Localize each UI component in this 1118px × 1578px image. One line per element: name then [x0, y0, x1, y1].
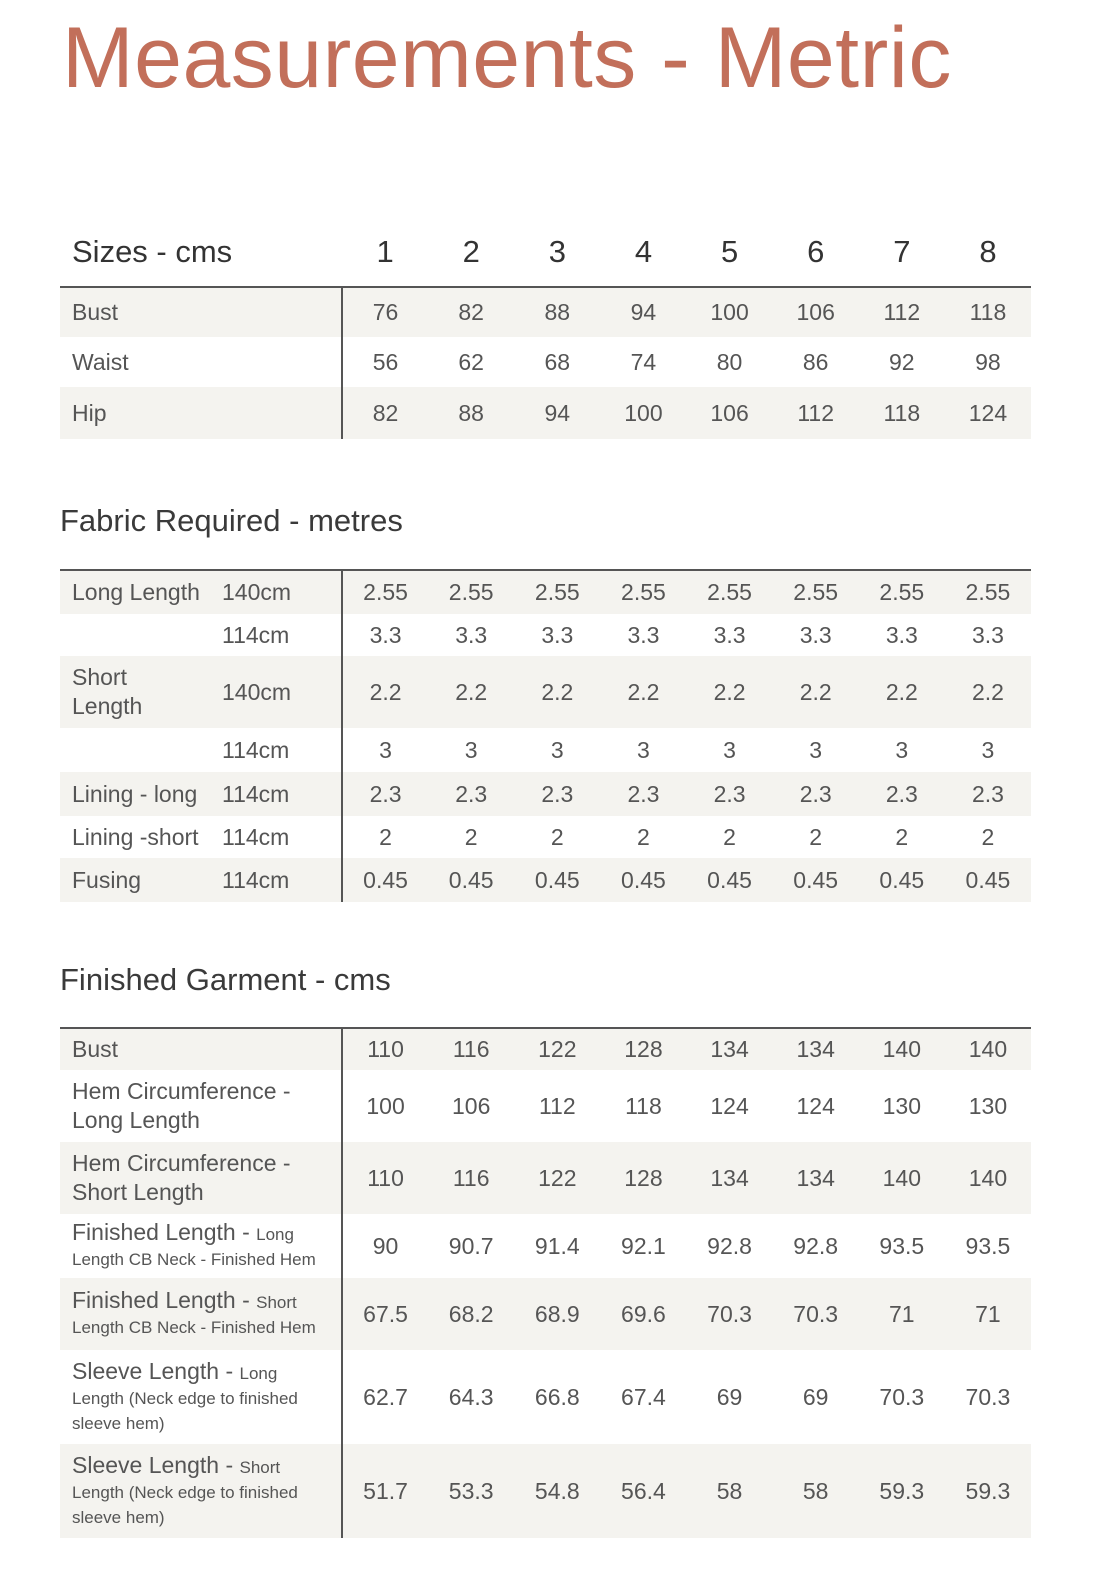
cell-value: 53.3	[428, 1444, 514, 1538]
cell-value: 2.3	[514, 772, 600, 816]
cell-value: 2.2	[687, 656, 773, 728]
size-header-4: 4	[600, 218, 686, 287]
cell-value: 59.3	[859, 1444, 945, 1538]
table-row	[60, 656, 1031, 728]
cell-value: 58	[687, 1444, 773, 1538]
cell-value: 3	[981, 736, 995, 763]
cell-value: 134	[687, 1028, 773, 1070]
cell-value: 68.9	[514, 1278, 600, 1350]
cell-value: 124	[796, 1092, 835, 1119]
cell-value: 98	[975, 348, 1001, 375]
cell-value: 140	[859, 1142, 945, 1214]
cell-value: 2	[981, 823, 995, 850]
row-note: Short Length (Neck edge to finished sleeve hem)	[72, 1457, 298, 1527]
cell-value: 3.3	[885, 621, 918, 648]
cell-value: 3	[637, 736, 650, 763]
sizes-header-label: Sizes - cms	[60, 218, 342, 287]
cell-value: 3	[809, 736, 823, 763]
cell-value: 3	[342, 728, 428, 772]
cell-value: 2.2	[945, 656, 1031, 728]
table-row	[60, 387, 1031, 439]
table-row	[60, 1444, 1031, 1538]
table-row	[60, 728, 1031, 772]
cell-value: 2.2	[600, 656, 686, 728]
cell-value: 92	[889, 348, 915, 375]
cell-value: 69.6	[600, 1278, 686, 1350]
fabric-heading: Fabric Required - metres	[60, 503, 403, 538]
cell-value: 2.2	[859, 656, 945, 728]
cell-value: 94	[514, 387, 600, 439]
table-row	[60, 1278, 1031, 1350]
cell-value: 68.2	[428, 1278, 514, 1350]
row-label: Lining -short	[72, 823, 199, 850]
cell-value: 54.8	[514, 1444, 600, 1538]
row-note: Short Length CB Neck - Finished Hem	[72, 1293, 316, 1337]
cell-value: 56	[342, 337, 428, 387]
cell-value: 110	[342, 1142, 428, 1214]
cell-value: 70.3	[687, 1278, 773, 1350]
table-row	[60, 772, 1031, 816]
cell-value: 62.7	[342, 1350, 428, 1444]
cell-value: 0.45	[859, 858, 945, 902]
cell-value: 71	[945, 1278, 1031, 1350]
cell-value: 88	[428, 387, 514, 439]
cell-value: 100	[342, 1070, 428, 1142]
cell-value: 67.4	[621, 1383, 666, 1410]
cell-value: 2.55	[514, 570, 600, 614]
cell-value: 0.45	[428, 858, 514, 902]
row-label	[60, 728, 222, 772]
row-label-cell	[60, 1350, 342, 1444]
cell-value: 69	[802, 1383, 829, 1410]
cell-value: 62	[458, 348, 484, 375]
cell-value: 90.7	[448, 1232, 494, 1259]
sizes-table	[60, 218, 1031, 439]
cell-value: 2.3	[342, 772, 428, 816]
cell-value: 124	[710, 1092, 749, 1119]
cell-value: 2.55	[600, 570, 686, 614]
fabric-width: 114cm	[222, 823, 290, 850]
cell-value: 76	[342, 287, 428, 337]
cell-value: 118	[859, 387, 945, 439]
cell-value: 0.45	[945, 858, 1031, 902]
size-header-1: 1	[342, 218, 428, 287]
cell-value: 2.2	[428, 656, 514, 728]
finished-table	[60, 1027, 1031, 1538]
cell-value: 112	[538, 1092, 576, 1119]
cell-value: 100	[600, 387, 686, 439]
cell-value: 92.1	[621, 1232, 666, 1259]
cell-value: 2	[895, 823, 909, 850]
row-label: Bust	[60, 287, 342, 337]
cell-value: 106	[773, 287, 859, 337]
cell-value: 3.3	[455, 621, 488, 648]
cell-value: 2.55	[687, 570, 773, 614]
cell-value: 140	[859, 1028, 945, 1070]
cell-value: 82	[428, 287, 514, 337]
row-label: Short Length	[60, 656, 222, 728]
size-header-3: 3	[514, 218, 600, 287]
cell-value: 0.45	[600, 858, 686, 902]
cell-value: 2.3	[428, 772, 514, 816]
row-label: Fusing	[60, 858, 222, 902]
cell-value: 2.2	[514, 656, 600, 728]
table-row	[60, 614, 1031, 656]
finished-heading: Finished Garment - cms	[60, 962, 391, 997]
cell-value: 128	[600, 1142, 686, 1214]
cell-value: 51.7	[342, 1444, 428, 1538]
cell-value: 3.3	[627, 621, 660, 648]
row-label-cell	[60, 1214, 342, 1278]
cell-value: 116	[428, 1142, 514, 1214]
table-row	[60, 816, 1031, 858]
row-label: Hem Circumference - Short Length	[72, 1150, 291, 1205]
cell-value: 110	[342, 1028, 428, 1070]
cell-value: 112	[773, 387, 859, 439]
cell-value: 91.4	[534, 1232, 580, 1259]
cell-value: 2	[342, 816, 428, 858]
cell-value: 70.3	[965, 1383, 1011, 1410]
cell-value: 130	[882, 1092, 921, 1119]
cell-value: 124	[945, 387, 1031, 439]
cell-value: 134	[773, 1028, 859, 1070]
fabric-width: 114cm	[222, 736, 290, 763]
cell-value: 70.3	[773, 1278, 859, 1350]
cell-value: 100	[687, 287, 773, 337]
cell-value: 94	[600, 287, 686, 337]
cell-value: 2.3	[859, 772, 945, 816]
fabric-width: 114cm	[222, 858, 342, 902]
cell-value: 2	[809, 823, 823, 850]
cell-value: 2	[550, 823, 564, 850]
cell-value: 3	[895, 736, 909, 763]
cell-value: 112	[859, 287, 945, 337]
cell-value: 86	[802, 348, 829, 375]
row-label: Long Length	[60, 570, 222, 614]
table-row	[60, 570, 1031, 614]
table-row	[60, 1142, 1031, 1214]
cell-value: 58	[773, 1444, 859, 1538]
cell-value: 2.2	[773, 656, 859, 728]
cell-value: 2.55	[428, 570, 514, 614]
cell-value: 56.4	[600, 1444, 686, 1538]
size-header-7: 7	[859, 218, 945, 287]
cell-value: 2	[464, 823, 478, 850]
cell-value: 140	[945, 1142, 1031, 1214]
row-label: Sleeve Length -	[72, 1451, 234, 1478]
cell-value: 106	[687, 387, 773, 439]
cell-value: 67.5	[342, 1278, 428, 1350]
row-label-cell	[60, 1070, 342, 1142]
cell-value: 2.55	[773, 570, 859, 614]
row-label-cell	[60, 1278, 342, 1350]
cell-value: 93.5	[965, 1232, 1011, 1259]
cell-value: 68	[544, 348, 571, 375]
table-row	[60, 337, 1031, 387]
row-label: Bust	[72, 1036, 119, 1062]
sizes-header-row	[60, 218, 1031, 287]
row-label: Hip	[60, 387, 342, 439]
table-row	[60, 1070, 1031, 1142]
cell-value: 3	[723, 736, 736, 763]
fabric-table	[60, 569, 1031, 902]
cell-value: 80	[716, 348, 743, 375]
cell-value: 74	[630, 348, 657, 375]
cell-value: 2	[637, 823, 650, 850]
cell-value: 90	[342, 1214, 428, 1278]
table-row	[60, 858, 1031, 902]
cell-value: 128	[600, 1028, 686, 1070]
cell-value: 3.3	[971, 621, 1004, 648]
fabric-width: 114cm	[222, 621, 290, 648]
cell-value: 116	[428, 1028, 514, 1070]
cell-value: 106	[452, 1092, 491, 1119]
cell-value: 140	[945, 1028, 1031, 1070]
cell-value: 2.3	[773, 772, 859, 816]
row-label-cell	[60, 1444, 342, 1538]
cell-value: 82	[342, 387, 428, 439]
cell-value: 134	[687, 1142, 773, 1214]
cell-value: 92.8	[793, 1232, 839, 1259]
cell-value: 3.3	[799, 621, 832, 648]
cell-value: 2.55	[945, 570, 1031, 614]
table-row	[60, 287, 1031, 337]
cell-value: 122	[514, 1028, 600, 1070]
row-label-cell	[60, 1028, 342, 1070]
cell-value: 2.3	[687, 772, 773, 816]
cell-value: 3.3	[342, 614, 428, 656]
row-label: Finished Length -	[72, 1219, 250, 1245]
size-header-5: 5	[687, 218, 773, 287]
cell-value: 2.2	[342, 656, 428, 728]
row-label: Sleeve Length -	[72, 1357, 234, 1384]
cell-value: 2.55	[859, 570, 945, 614]
row-label: Lining - long	[60, 772, 222, 816]
cell-value: 2	[723, 823, 736, 850]
cell-value: 64.3	[448, 1383, 494, 1410]
cell-value: 69	[716, 1383, 743, 1410]
table-row	[60, 1350, 1031, 1444]
fabric-width: 140cm	[222, 656, 342, 728]
table-row	[60, 1214, 1031, 1278]
cell-value: 0.45	[773, 858, 859, 902]
fabric-width: 140cm	[222, 570, 342, 614]
row-label: Finished Length -	[72, 1287, 250, 1313]
cell-value: 3	[550, 736, 564, 763]
cell-value: 3.3	[541, 621, 574, 648]
cell-value: 2.55	[342, 570, 428, 614]
cell-value: 0.45	[342, 858, 428, 902]
row-label-cell	[60, 1142, 342, 1214]
size-header-8: 8	[945, 218, 1031, 287]
cell-value: 59.3	[945, 1444, 1031, 1538]
cell-value: 3	[464, 736, 478, 763]
cell-value: 70.3	[879, 1383, 925, 1410]
cell-value: 122	[514, 1142, 600, 1214]
row-label: Hem Circumference - Long Length	[72, 1078, 291, 1133]
cell-value: 3.3	[713, 621, 746, 648]
page-title: Measurements - Metric	[62, 10, 952, 106]
cell-value: 118	[945, 287, 1031, 337]
cell-value: 2.3	[600, 772, 686, 816]
table-row	[60, 1028, 1031, 1070]
cell-value: 71	[859, 1278, 945, 1350]
row-label	[60, 614, 222, 656]
size-header-2: 2	[428, 218, 514, 287]
cell-value: 93.5	[879, 1232, 925, 1259]
cell-value: 88	[514, 287, 600, 337]
cell-value: 134	[773, 1142, 859, 1214]
cell-value: 130	[968, 1092, 1008, 1119]
cell-value: 0.45	[514, 858, 600, 902]
cell-value: 2.3	[945, 772, 1031, 816]
cell-value: 118	[625, 1092, 662, 1119]
fabric-width: 114cm	[222, 772, 342, 816]
row-label: Waist	[72, 348, 129, 375]
row-note: Long Length (Neck edge to finished sleeve hem)	[72, 1363, 298, 1433]
cell-value: 66.8	[534, 1383, 580, 1410]
cell-value: 0.45	[687, 858, 773, 902]
row-note: Long Length CB Neck - Finished Hem	[72, 1225, 316, 1269]
cell-value: 92.8	[707, 1232, 752, 1259]
size-header-6: 6	[773, 218, 859, 287]
